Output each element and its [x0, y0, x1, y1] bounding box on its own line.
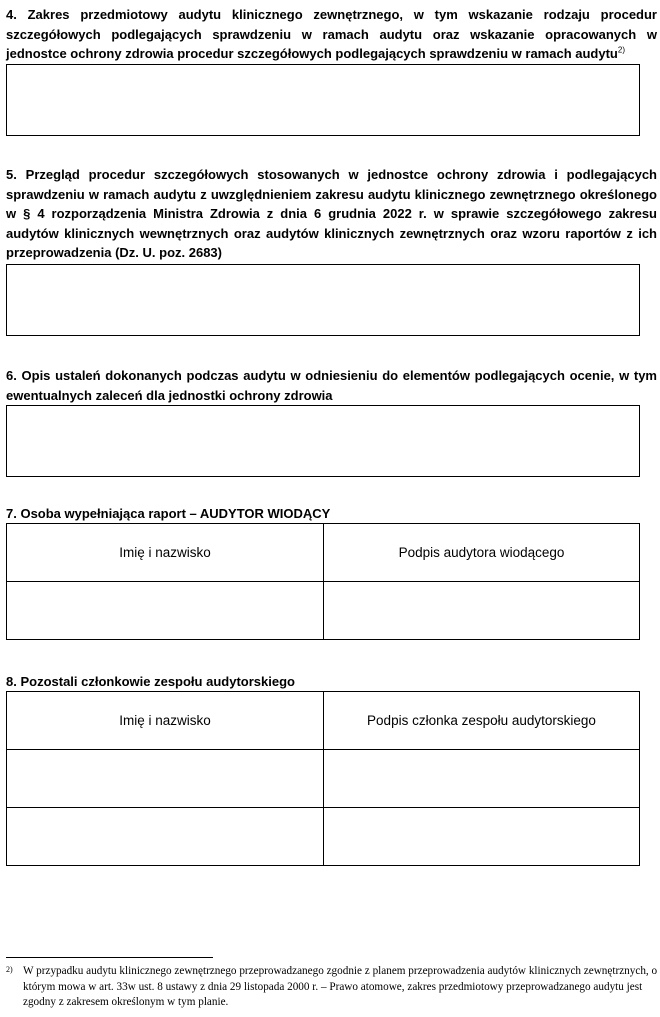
footnote — [6, 964, 658, 1011]
table-row — [7, 808, 640, 866]
column-header-name: Imię i nazwisko — [7, 524, 324, 582]
footnote-text: W przypadku audytu klinicznego zewnętrznego przeprowadzanego zgodnie z planem przeprowadzenia audytów klinicznych zewnętrznych, o którym mowa w art. 33w ust. 8 ustawy z dnia 29 listopada 2000 r. – Prawo atomowe, zakres przedmiotowy przeprowadzanego audytu jest zgodny z zakresem określonym w tym planie. — [23, 965, 658, 1008]
audit-team-table — [6, 691, 640, 866]
footnote-reference: 2) — [617, 45, 625, 55]
section-6-heading: 6. Opis ustaleń dokonanych podczas audytu w odniesieniu do elementów podlegających ocenie, w tym ewentualnych zaleceń dla jednostki ochrony zdrowia — [6, 368, 657, 403]
column-header-name: Imię i nazwisko — [7, 692, 324, 750]
member-signature-cell[interactable] — [324, 750, 640, 808]
section-8-heading: 8. Pozostali członkowie zespołu audytorskiego — [6, 674, 295, 689]
table-header-row — [7, 524, 640, 582]
member-signature-cell[interactable] — [324, 808, 640, 866]
lead-auditor-table — [6, 523, 640, 640]
section-4-input-box[interactable] — [6, 64, 640, 136]
column-header-signature: Podpis audytora wiodącego — [324, 524, 640, 582]
table-header-row — [7, 692, 640, 750]
member-name-cell[interactable] — [7, 808, 324, 866]
table-row — [7, 750, 640, 808]
member-name-cell[interactable] — [7, 750, 324, 808]
section-5-input-box[interactable] — [6, 264, 640, 336]
footnote-divider — [6, 957, 213, 958]
lead-auditor-signature-cell[interactable] — [324, 582, 640, 640]
column-header-signature: Podpis członka zespołu audytorskiego — [324, 692, 640, 750]
section-4-heading — [6, 5, 657, 64]
section-4-title: 4. Zakres przedmiotowy audytu klinicznego zewnętrznego, w tym wskazanie rodzaju procedur szczegółowych podlegających sprawdzeniu w ramach audytu oraz wskazanie opracowanych w jednostce ochrony zdrowia procedur szczegółowych podlegających sprawdzeniu w ramach audytu — [6, 7, 657, 61]
footnote-mark: 2) — [6, 965, 13, 974]
section-7-heading: 7. Osoba wypełniająca raport – AUDYTOR WIODĄCY — [6, 506, 331, 521]
section-6-input-box[interactable] — [6, 405, 640, 477]
section-5-heading: 5. Przegląd procedur szczegółowych stosowanych w jednostce ochrony zdrowia i podlegających sprawdzeniu w ramach audytu z uwzględnieniem zakresu audytu klinicznego zewnętrznego określonego w § 4 rozporządzenia Ministra Zdrowia z dnia 6 grudnia 2022 r. w sprawie szczegółowego zakresu audytów klinicznych wewnętrznych oraz audytów klinicznych zewnętrznych oraz wzoru raportów z ich przeprowadzenia (Dz. U. poz. 2683) — [6, 167, 657, 260]
lead-auditor-name-cell[interactable] — [7, 582, 324, 640]
table-row — [7, 582, 640, 640]
